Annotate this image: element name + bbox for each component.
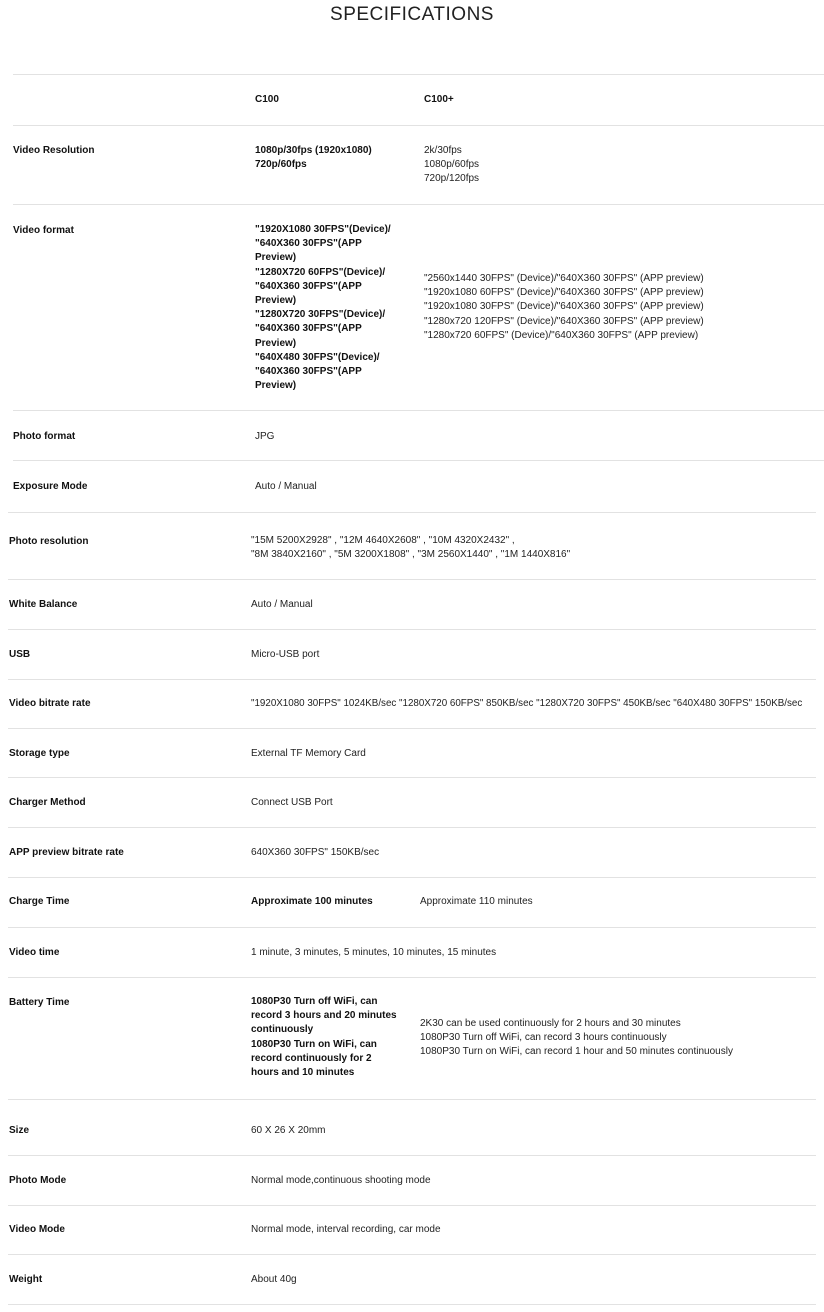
spec-label-weight: Weight <box>9 1274 43 1285</box>
spec-label-charge-time: Charge Time <box>9 896 70 907</box>
divider <box>8 1304 816 1305</box>
divider <box>8 927 816 928</box>
storage-type-value: External TF Memory Card <box>251 748 366 759</box>
divider <box>8 827 816 828</box>
video-mode-value: Normal mode, interval recording, car mode <box>251 1224 441 1235</box>
spec-label-app-preview-bitrate: APP preview bitrate rate <box>9 847 124 858</box>
video-format-c100: "1920X1080 30FPS"(Device)/ "640X360 30FPS"(APP Preview) "1280X720 60FPS"(Device)/ "640X360 30FPS"(APP Preview) "1280X720 30FPS"(Device)/ "640X360 30FPS"(APP Preview) "640X480 30FPS"(Device)/ "640X360 30FPS"(APP Preview) <box>255 224 391 392</box>
spec-label-size: Size <box>9 1125 30 1136</box>
video-format-c100plus: "2560x1440 30FPS" (Device)/"640X360 30FPS" (APP preview) "1920x1080 60FPS" (Device)/"640X360 30FPS" (APP preview) "1920x1080 30FPS" (Device)/"640X360 30FPS" (APP preview) "1280x720 120FPS" (Device)/"640X360 30FPS" (APP preview) "1280x720 60FPS" (Device)/"640X360 30FPS" (APP preview) <box>424 273 704 341</box>
spec-label-charger-method: Charger Method <box>9 797 86 808</box>
divider <box>8 977 816 978</box>
battery-time-c100: 1080P30 Turn off WiFi, can record 3 hours and 20 minutes continuously 1080P30 Turn on WiFi, can record continuously for 2 hours and 10 minutes <box>251 996 397 1079</box>
divider <box>8 1254 816 1255</box>
size-value: 60 X 26 X 20mm <box>251 1125 326 1136</box>
divider <box>13 460 824 461</box>
photo-format-value: JPG <box>255 431 275 442</box>
video-time-value: 1 minute, 3 minutes, 5 minutes, 10 minutes, 15 minutes <box>251 947 497 958</box>
spec-label-photo-format: Photo format <box>13 431 76 442</box>
charger-method-value: Connect USB Port <box>251 797 333 808</box>
spec-label-exposure-mode: Exposure Mode <box>13 481 88 492</box>
divider <box>13 410 824 411</box>
usb-value: Micro-USB port <box>251 649 320 660</box>
app-preview-bitrate-value: 640X360 30FPS" 150KB/sec <box>251 847 380 858</box>
white-balance-value: Auto / Manual <box>251 599 313 610</box>
divider <box>8 512 816 513</box>
divider <box>8 728 816 729</box>
page-title: SPECIFICATIONS <box>330 4 494 25</box>
divider <box>8 777 816 778</box>
spec-label-video-resolution: Video Resolution <box>13 145 95 156</box>
divider <box>13 204 824 205</box>
video-bitrate-value: "1920X1080 30FPS" 1024KB/sec "1280X720 60FPS" 850KB/sec "1280X720 30FPS" 450KB/sec "640X480 30FPS" 150KB/sec <box>251 698 803 709</box>
divider <box>13 125 824 126</box>
spec-label-photo-resolution: Photo resolution <box>9 536 89 547</box>
battery-time-c100plus: 2K30 can be used continuously for 2 hours and 30 minutes 1080P30 Turn off WiFi, can record 3 hours continuously 1080P30 Turn on WiFi, can record 1 hour and 50 minutes continuously <box>420 1018 733 1058</box>
photo-mode-value: Normal mode,continuous shooting mode <box>251 1175 431 1186</box>
spec-label-video-time: Video time <box>9 947 60 958</box>
header-c100plus: C100+ <box>424 94 454 105</box>
photo-resolution-value: "15M 5200X2928" , "12M 4640X2608" , "10M 4320X2432" , "8M 3840X2160" , "5M 3200X1808" , "3M 2560X1440" , "1M 1440X816" <box>251 535 571 561</box>
divider <box>8 579 816 580</box>
spec-label-storage-type: Storage type <box>9 748 70 759</box>
spec-label-photo-mode: Photo Mode <box>9 1175 67 1186</box>
header-c100: C100 <box>255 94 279 105</box>
spec-label-battery-time: Battery Time <box>9 997 70 1008</box>
charge-time-c100: Approximate 100 minutes <box>251 896 373 907</box>
exposure-mode-value: Auto / Manual <box>255 481 317 492</box>
spec-label-white-balance: White Balance <box>9 599 78 610</box>
video-resolution-c100plus: 2k/30fps 1080p/60fps 720p/120fps <box>424 145 480 185</box>
weight-value: About 40g <box>251 1274 297 1285</box>
spec-label-video-format: Video format <box>13 225 74 236</box>
spec-label-video-mode: Video Mode <box>9 1224 65 1235</box>
divider <box>8 629 816 630</box>
divider <box>8 1099 816 1100</box>
divider <box>8 679 816 680</box>
divider <box>13 74 824 75</box>
charge-time-c100plus: Approximate 110 minutes <box>420 896 533 907</box>
spec-label-usb: USB <box>9 649 31 660</box>
divider <box>8 1155 816 1156</box>
divider <box>8 1205 816 1206</box>
spec-label-video-bitrate: Video bitrate rate <box>9 698 91 709</box>
divider <box>8 877 816 878</box>
video-resolution-c100: 1080p/30fps (1920x1080) 720p/60fps <box>255 145 372 171</box>
